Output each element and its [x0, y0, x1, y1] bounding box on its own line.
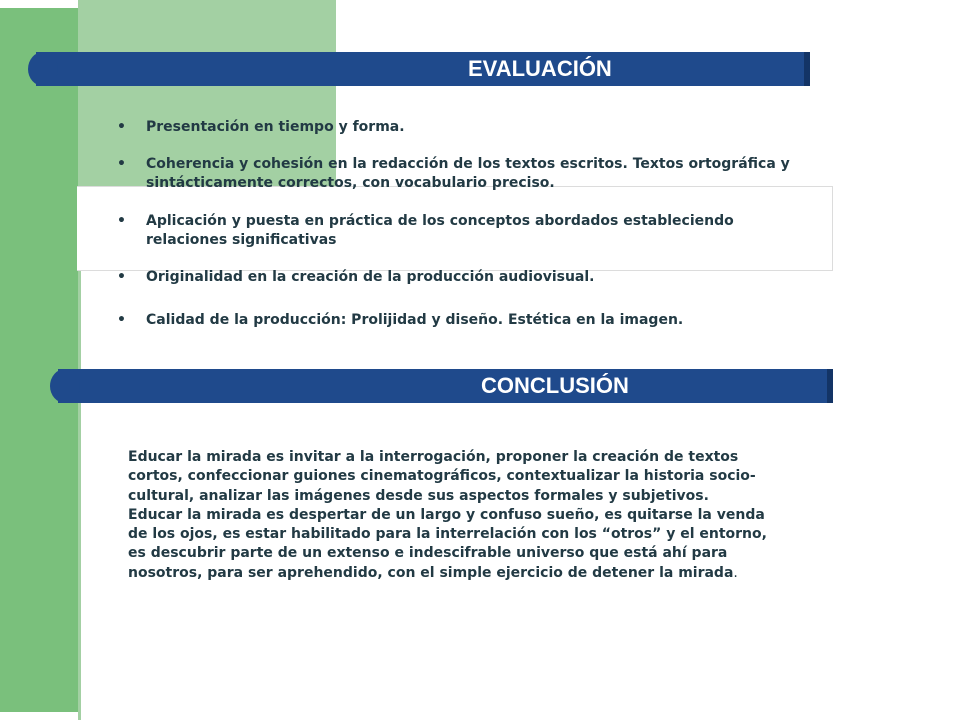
paragraph-line: Educar la mirada es invitar a la interrogación, proponer la creación de textos: [128, 449, 739, 465]
bullet-dot: •: [117, 119, 126, 135]
paragraph-line: cortos, confeccionar guiones cinematográficos, contextualizar la historia socio-: [128, 468, 756, 485]
bullet-dot: •: [117, 213, 126, 229]
header-bar-shade: [827, 369, 833, 403]
paragraph-line: es descubrir parte de un extenso e indescifrable universo que está ahí para: [128, 545, 728, 562]
paragraph-line: de los ojos, es estar habilitado para la interrelación con los “otros” y el entorno,: [128, 526, 767, 543]
list-item-text: Coherencia y cohesión en la redacción de los textos escritos. Textos ortográfica y: [146, 156, 790, 172]
left-green-band: [0, 8, 78, 712]
list-item-text-continued: sintácticamente correctos, con vocabulario preciso.: [146, 175, 555, 191]
list-item-text: Originalidad en la creación de la producción audiovisual.: [146, 269, 595, 285]
header-bar-cap: [28, 52, 58, 86]
list-item-text: Presentación en tiempo y forma.: [146, 119, 405, 135]
conclusion-title: CONCLUSIÓN: [481, 373, 629, 398]
paragraph-line: Educar la mirada es despertar de un largo y confuso sueño, es quitarse la venda: [128, 506, 765, 523]
list-item-text: Calidad de la producción: Prolijidad y diseño. Estética en la imagen.: [146, 312, 684, 328]
conclusion-paragraph: [128, 448, 858, 583]
header-bar-cap: [50, 369, 80, 403]
evaluacion-header-bar: [36, 52, 810, 86]
paragraph-line-last: [128, 564, 858, 583]
bullet-dot: •: [117, 269, 126, 285]
bullet-dot: •: [117, 312, 126, 328]
list-item-text-continued: relaciones significativas: [146, 232, 337, 248]
bullet-dot: •: [117, 156, 126, 172]
list-item-text: Aplicación y puesta en práctica de los conceptos abordados estableciendo: [146, 213, 734, 229]
paragraph-line: cultural, analizar las imágenes desde sus aspectos formales y subjetivos.: [128, 487, 709, 504]
header-bar-shade: [804, 52, 810, 86]
paragraph-line-text: nosotros, para ser aprehendido, con el simple ejercicio de detener la mirada: [128, 564, 734, 581]
conclusion-header-bar: [58, 369, 833, 403]
final-period: .: [733, 564, 738, 581]
evaluacion-title: EVALUACIÓN: [468, 56, 612, 81]
